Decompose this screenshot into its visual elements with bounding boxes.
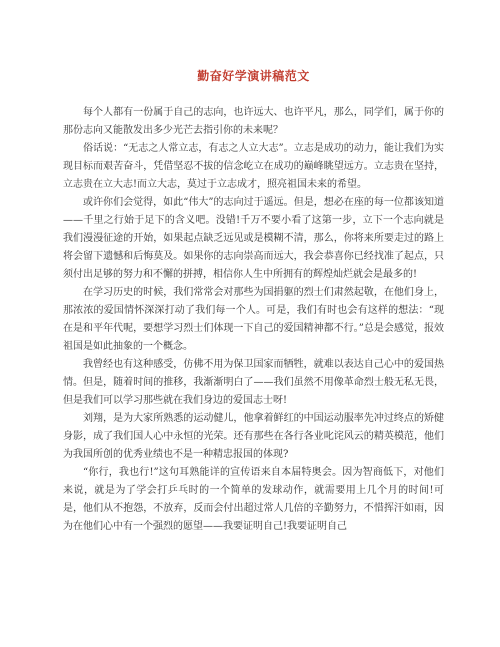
paragraph: 刘翔，是为大家所熟悉的运动健儿，他拿着鲜红的中国运动服率先冲过终点的矫健身影，成了我们国人心中永恒的光荣。还有那些在各行各业叱诧风云的精英模范，他们为我国所创的优秀业绩也不是一种精忠报国的体现? [63, 413, 444, 460]
paragraph: 每个人都有一份属于自己的志向，也许远大、也许平凡，那么，同学们，属于你的那份志向又能散发出多少光芒去指引你的未来呢？ [63, 107, 444, 136]
paragraph: 在学习历史的时候，我们常常会对那些为国捐躯的烈士们肃然起敬，在他们身上，那浓浓的爱国情怀深深打动了我们每一个人。可是，我们有时也会有这样的想法：“现在是和平年代呢，要想学习烈士们体现一下自己的爱国精神都不行。”总是会感觉，报效祖国是如此抽象的一个概念。 [63, 287, 444, 352]
document-body [63, 104, 444, 536]
document-title: 勤奋好学演讲稿范文 [197, 69, 310, 83]
paragraph: “你行，我也行!”这句耳熟能详的宣传语来自本届特奥会。因为智商低下，对他们来说，就是为了学会打乒乓时的一个简单的发球动作，就需要用上几个月的时间!可是，他们从不抱怨，不放弃，反而会付出超过常人几倍的辛勤努力，不惜挥汗如雨，因为在他们心中有一个强烈的愿望——我要证明自己!我要证明自己 [63, 467, 444, 532]
paragraph: 或许你们会觉得，如此“伟大”的志向过于遥远。但是，想必在座的每一位都该知道——千里之行始于足下的含义吧。没错!千万不要小看了这第一步，立下一个志向就是我们漫漫征途的开始，如果起点缺乏远见或是模糊不清，那么，你将来所要走过的路上将会留下遗憾和后悔莫及。如果你的志向崇高而远大，我会恭喜你已经找准了起点，只须付出足够的努力和不懈的拼搏，相信你人生中所拥有的辉煌灿烂就会是最多的! [63, 197, 444, 280]
paragraph: 我曾经也有这种感受，仿佛不用为保卫国家而牺牲，就难以表达自己心中的爱国热情。但是，随着时间的推移，我渐渐明白了——我们虽然不用像革命烈士般无私无畏，但是我们可以学习那些就在我们身边的爱国志士呀! [63, 359, 444, 406]
paragraph: 俗话说：“无志之人常立志，有志之人立大志”。立志是成功的动力，能让我们为实现目标而艰苦奋斗，凭借坚忍不拔的信念屹立在成功的巅峰眺望远方。立志贵在坚持，立志贵在立大志!而立大志，莫过于立志成才，照亮祖国未来的希望。 [63, 143, 444, 190]
